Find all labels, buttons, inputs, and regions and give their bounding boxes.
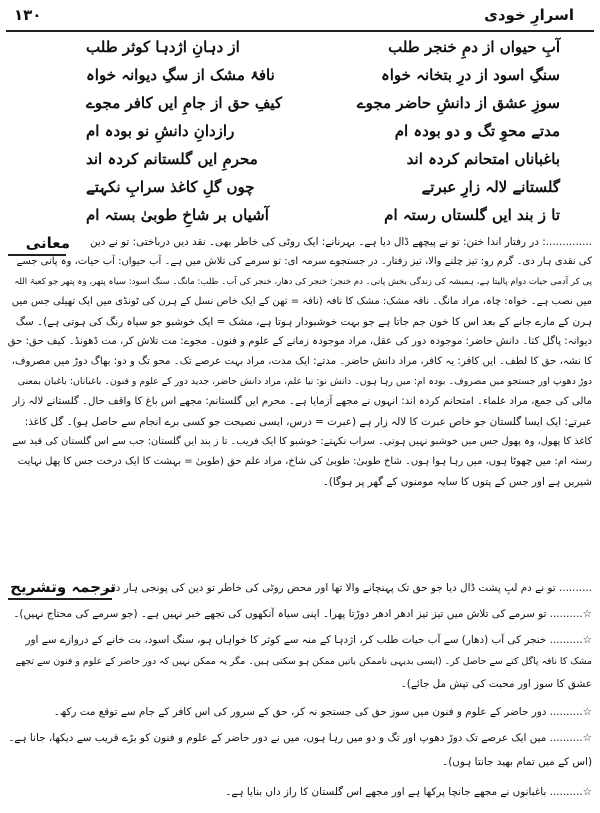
verse-right-7: تا ز بند ایں گلستاں رستہ ام [384, 206, 560, 224]
meaning-line: عبرتے: ایک ایسا گلستان جو خاص عبرت کا لالہ زار ہے (عبرت = درس، ایسی نصیحت جو کسی برے انجام سے حاصل ہو)۔ گل کاغذ: [24, 416, 592, 428]
verse-right-4: مدتے محوِ تگ و دو بودہ ام [394, 122, 560, 140]
translation-line: ☆.......... دور حاضر کے علوم و فنون میں سوز حق کی جستجو نہ کر، حق کے سرور کی اس کافر کے جام سے توقع مت رکھ۔ [53, 706, 592, 718]
verse-left-2: نافۂ مشک از سگِ دیوانہ خواہ [86, 66, 275, 84]
verse-right-6: گلستانے لالہ زارِ عبرتے [421, 178, 560, 196]
verse-right-1: آبِ حیواں از دمِ خنجر طلب [388, 38, 560, 56]
translation-line: ☆.......... تو سرمے کی تلاش میں تیز تیز ادھر ادھر دوڑتا پھرا۔ اپنی سیاہ آنکھوں کی تجھے خبر نہیں ہے۔ (جو سرمے کی محتاج نہیں)۔ [13, 608, 592, 620]
translation-line: (اس کے میں تمام بھید جانتا ہوں)۔ [442, 756, 592, 768]
translation-line: مشک کا نافہ پاگل کتے سے حاصل کر۔ (ایسی بدیہی ناممکن باتیں ممکن ہو سکتی ہیں۔ مگر یہ ممکن نہیں کہ دور حاضر کے علوم و فنون سے تجھے [15, 656, 592, 667]
page-number: ۱۳۰ [14, 6, 42, 24]
verse-left-4: رازدانِ دانشِ نو بودہ ام [86, 122, 235, 140]
meaning-line: کی نقدی ہار دی۔ گرم رو: تیز چلنے والا، تیز رفتار۔ در جستجوے سرمہ ای: تو سرمے کی تلاش میں ہے۔ آب حیواں: آب حیات، وہ پانی جسے [16, 256, 592, 267]
meaning-line: میں نصب ہے۔ خواہ: چاہ، مراد مانگ۔ نافہ مشک: مشک کا نافہ (نافہ = تھن کے ایک خاص نسل کے ہرن کی ٹونڈی میں ایک تھیلی جس میں [11, 296, 592, 307]
translation-line: .......... تو نے دم لبِ پشت ڈال دیا جو حق تک پہنچانے والا تھا اور محض روٹی کی خاطر تو دین کی پونجی ہار دی۔ [101, 582, 592, 594]
translation-line: عشق کا سوز اور محبت کی تپش مل جائے)۔ [400, 678, 592, 690]
translation-line: ☆.......... میں ایک عرصے تک دوڑ دھوپ اور تگ و دو میں رہا ہوں، میں نے دور حاضر کے علوم و فنون کو بڑے قریب سے دیکھا، جانا ہے۔ [8, 732, 592, 744]
meaning-line: رستہ ام: میں چھوٹا ہوں، میں رہا ہوا ہوں۔ شاخ طوبیٰ: طوبیٰ کی شاخ، مراد علم حق (طوبیٰ = بہشت کا ایک درخت جس کا پھل نہایت [17, 456, 592, 467]
translation-line: ☆.......... خنجر کی آب (دھار) سے آب حیات طلب کر، اژدہا کے منہ سے کوثر کا خواہاں ہو، سنگ اسود، بت خانے کے دروازے سے اور [25, 634, 592, 646]
meaning-line: پی کر آدمی حیات دوام پالیتا ہے، ہمیشہ کی زندگی بخش پانی۔ دم خنجر: خنجر کی دھار، خنجر کی آب۔ طلب: مانگ۔ سنگ اسود: سیاہ پتھر، وہ پتھر جو کعبۃ اللہ [14, 277, 592, 287]
meaning-line: کاغذ کا پھول، وہ پھول جس میں خوشبو نہیں ہوتی۔ سراب نکہتے: خوشبو کا ایک فریب۔ تا ز بند ایں گلستان: جب سے اس گلستان کی قید سے [12, 436, 592, 447]
verse-left-3: کیفِ حق از جامِ ایں کافر مجوے [86, 94, 283, 112]
meaning-line: دیوانہ: پاگل کتا۔ دانش حاضر: موجودہ دور کی عقل، مراد موجودہ زمانے کے علوم و فنون۔ مجوے: مت تلاش کر، مت ڈھونڈ۔ کیف حق: حق [7, 336, 592, 347]
running-title: اسرارِ خودی [484, 6, 574, 24]
meaning-line: ہرن کے مارے جانے کے بعد اس کا خون جم جاتا ہے جو بہت خوشبودار ہوتا ہے، مشک = ایک خوشبو جو سیاہ رنگ کی ہوتی ہے)۔ سگ [15, 316, 592, 328]
verse-right-3: سوزِ عشق از دانشِ حاضر مجوے [356, 94, 560, 112]
verse-left-6: چوں گلِ کاغذ سرابِ نکہتے [86, 178, 255, 196]
meaning-line: دوڑ دھوپ اور جستجو میں مصروف۔ بودہ ام: میں رہا ہوں۔ دانش نو: نیا علم، مراد دانش حاضر، جدید دور کے علوم و فنون۔ باغباناں: باغبان بمعنی [17, 376, 592, 387]
meanings-text [8, 232, 592, 494]
meaning-line: شیریں ہے اور جس کے پتوں کا سایہ مومنوں کے گھر پر ہوگا)۔ [322, 476, 592, 488]
meaning-line: مالی کی جمع، مراد علماء۔ امتحانم کردہ اند: انہوں نے مجھے آزمایا ہے۔ محرم ایں گلستانم: مجھے اس باغ کا واقف حال۔ گلستانے لالہ زار [12, 396, 592, 407]
verse-left-7: آشیاں بر شاخِ طوبیٰ بستہ ام [86, 206, 269, 224]
verse-left-5: محرمِ ایں گلستانم کردہ اند [86, 150, 258, 168]
verse-right-2: سنگِ اسود از درِ بتخانہ خواہ [380, 66, 560, 84]
verse-right-5: باغباناں امتحانم کردہ اند [406, 150, 560, 168]
meaning-line: کا نشہ، حق کا لطف۔ ایں کافر: یہ کافر، مراد دانش حاضر۔ مدتے: ایک مدت، مراد بہت عرصے تک۔ محو تگ و دو: بھاگ دوڑ میں مصروف، [11, 356, 592, 367]
persian-verse [0, 34, 600, 234]
page-header [6, 4, 594, 32]
translation-line: ☆.......... باغبانوں نے مجھے جانچا پرکھا ہے اور مجھے اس گلستان کا راز داں بنایا ہے۔ [225, 786, 592, 798]
translation-text [8, 578, 592, 810]
meanings-heading: معانی [25, 234, 70, 252]
verse-left-1: از دہانِ اژدہا کوثر طلب [86, 38, 240, 56]
translation-heading: ترجمہ وتشریح [10, 578, 116, 596]
meaning-line: ..............: در رفتار اندا ختن: تو نے پیچھے ڈال دیا ہے۔ بہرنانے: ایک روٹی کی خاطر بھی۔ نقد دیں درباختی: تو نے دین [90, 236, 592, 248]
